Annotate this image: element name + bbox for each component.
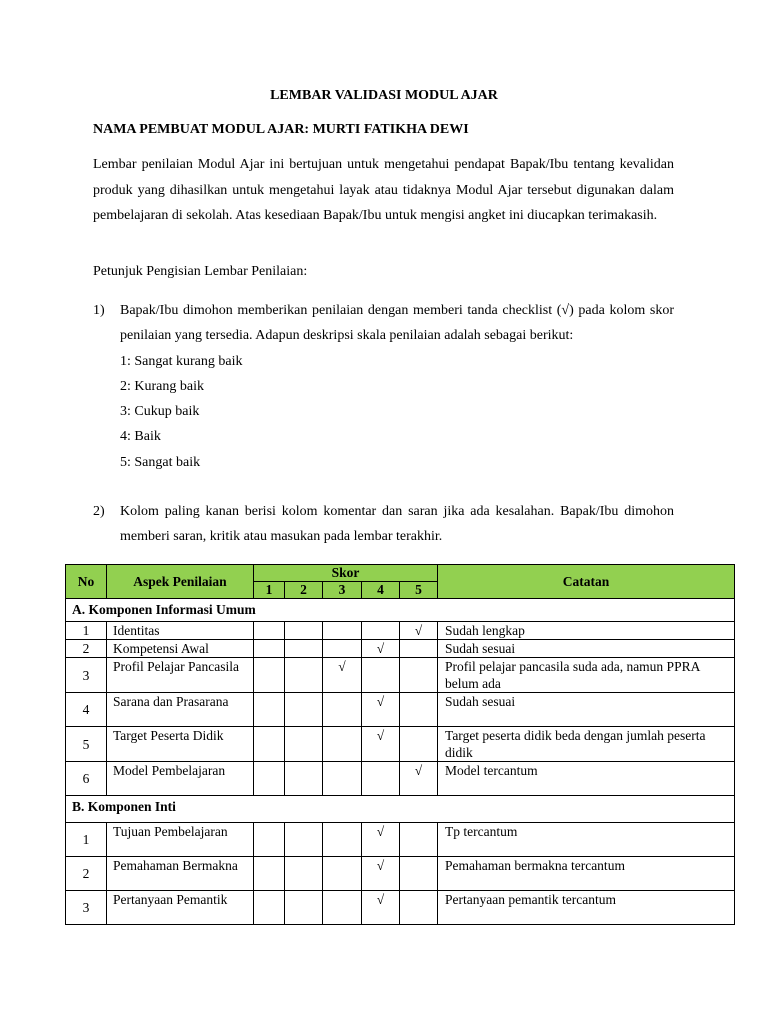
catatan-cell: Profil pelajar pancasila suda ada, namun PPRA belum ada xyxy=(438,658,735,693)
score-check-mark: √ xyxy=(362,727,400,762)
score-check-mark: √ xyxy=(362,640,400,658)
section-title: B. Komponen Inti xyxy=(66,796,735,823)
document-title: LEMBAR VALIDASI MODUL AJAR xyxy=(270,88,498,103)
score-cell xyxy=(285,693,323,727)
table-body xyxy=(66,599,735,925)
instruction-number: 2) xyxy=(93,504,105,519)
scale-item: 3: Cukup baik xyxy=(120,404,200,420)
instructions-heading: Petunjuk Pengisian Lembar Penilaian: xyxy=(93,264,308,279)
row-number: 5 xyxy=(66,727,107,762)
score-check-mark: √ xyxy=(362,693,400,727)
validation-table xyxy=(65,564,735,925)
header-catatan: Catatan xyxy=(438,565,735,599)
catatan-cell: Sudah sesuai xyxy=(438,640,735,658)
header-skor: Skor xyxy=(254,565,438,582)
score-cell xyxy=(254,658,285,693)
score-cell xyxy=(285,727,323,762)
score-cell xyxy=(323,640,362,658)
aspek-cell: Model Pembelajaran xyxy=(107,762,254,796)
score-cell xyxy=(254,857,285,891)
table-row xyxy=(66,891,735,925)
catatan-cell: Sudah lengkap xyxy=(438,622,735,640)
table-row xyxy=(66,622,735,640)
table-row xyxy=(66,640,735,658)
score-cell xyxy=(323,762,362,796)
score-check-mark: √ xyxy=(362,823,400,857)
table-row xyxy=(66,857,735,891)
row-number: 1 xyxy=(66,622,107,640)
header-aspek: Aspek Penilaian xyxy=(107,565,254,599)
score-cell xyxy=(400,727,438,762)
score-cell xyxy=(400,857,438,891)
score-check-mark: √ xyxy=(400,762,438,796)
row-number: 3 xyxy=(66,658,107,693)
score-check-mark: √ xyxy=(362,857,400,891)
score-cell xyxy=(323,727,362,762)
score-cell xyxy=(285,640,323,658)
header-score-4: 4 xyxy=(362,582,400,599)
score-cell xyxy=(323,693,362,727)
catatan-cell: Sudah sesuai xyxy=(438,693,735,727)
score-cell xyxy=(400,693,438,727)
score-cell xyxy=(323,891,362,925)
score-cell xyxy=(254,693,285,727)
score-cell xyxy=(285,891,323,925)
header-score-5: 5 xyxy=(400,582,438,599)
table-row xyxy=(66,658,735,693)
aspek-cell: Sarana dan Prasarana xyxy=(107,693,254,727)
score-cell xyxy=(285,622,323,640)
aspek-cell: Identitas xyxy=(107,622,254,640)
section-row xyxy=(66,796,735,823)
header-score-2: 2 xyxy=(285,582,323,599)
row-number: 3 xyxy=(66,891,107,925)
scale-item: 5: Sangat baik xyxy=(120,454,201,470)
score-cell xyxy=(285,857,323,891)
table-row xyxy=(66,727,735,762)
score-cell xyxy=(285,658,323,693)
row-number: 2 xyxy=(66,857,107,891)
row-number: 2 xyxy=(66,640,107,658)
scale-item: 2: Kurang baik xyxy=(120,378,204,394)
catatan-cell: Pemahaman bermakna tercantum xyxy=(438,857,735,891)
score-cell xyxy=(254,622,285,640)
score-cell xyxy=(323,857,362,891)
score-cell xyxy=(323,622,362,640)
aspek-cell: Kompetensi Awal xyxy=(107,640,254,658)
score-cell xyxy=(400,640,438,658)
header-score-3: 3 xyxy=(323,582,362,599)
instruction-text: Kolom paling kanan berisi kolom komentar dan saran jika ada kesalahan. Bapak/Ibu dimohon memberi saran, kritik atau masukan pada lembar terakhir. xyxy=(120,504,674,545)
score-cell xyxy=(285,762,323,796)
score-check-mark: √ xyxy=(362,891,400,925)
catatan-cell: Model tercantum xyxy=(438,762,735,796)
table-row xyxy=(66,823,735,857)
score-cell xyxy=(254,640,285,658)
catatan-cell: Target peserta didik beda dengan jumlah peserta didik xyxy=(438,727,735,762)
catatan-cell: Pertanyaan pemantik tercantum xyxy=(438,891,735,925)
instruction-item-1 xyxy=(93,298,674,475)
score-cell xyxy=(362,658,400,693)
aspek-cell: Tujuan Pembelajaran xyxy=(107,823,254,857)
score-cell xyxy=(254,891,285,925)
row-number: 4 xyxy=(66,693,107,727)
scale-item: 4: Baik xyxy=(120,429,161,445)
aspek-cell: Target Peserta Didik xyxy=(107,727,254,762)
section-row xyxy=(66,599,735,622)
score-cell xyxy=(400,823,438,857)
aspek-cell: Pertanyaan Pemantik xyxy=(107,891,254,925)
scale-item: 1: Sangat kurang baik xyxy=(120,353,243,369)
score-cell xyxy=(362,762,400,796)
section-title: A. Komponen Informasi Umum xyxy=(66,599,735,622)
catatan-cell: Tp tercantum xyxy=(438,823,735,857)
score-check-mark: √ xyxy=(323,658,362,693)
instruction-number: 1) xyxy=(93,303,105,318)
score-cell xyxy=(323,823,362,857)
score-cell xyxy=(254,823,285,857)
header-score-1: 1 xyxy=(254,582,285,599)
table-row xyxy=(66,693,735,727)
instruction-item-2 xyxy=(93,499,674,550)
score-cell xyxy=(254,727,285,762)
intro-paragraph: Lembar penilaian Modul Ajar ini bertujuan untuk mengetahui pendapat Bapak/Ibu tentang kevalidan produk yang dihasilkan untuk mengetahui layak atau tidaknya Modul Ajar tersebut digunakan dalam pembelajaran di sekolah. Atas kesediaan Bapak/Ibu untuk mengisi angket ini diucapkan terimakasih. xyxy=(93,157,674,224)
score-cell xyxy=(285,823,323,857)
instruction-text: Bapak/Ibu dimohon memberikan penilaian dengan memberi tanda checklist (√) pada kolom skor penilaian yang tersedia. Adapun deskripsi skala penilaian adalah sebagai berikut: xyxy=(120,303,674,344)
table-row xyxy=(66,762,735,796)
header-no: No xyxy=(66,565,107,599)
score-cell xyxy=(400,891,438,925)
row-number: 6 xyxy=(66,762,107,796)
author-line: NAMA PEMBUAT MODUL AJAR: MURTI FATIKHA DEWI xyxy=(93,122,469,137)
score-cell xyxy=(400,658,438,693)
score-cell xyxy=(254,762,285,796)
row-number: 1 xyxy=(66,823,107,857)
score-cell xyxy=(362,622,400,640)
aspek-cell: Profil Pelajar Pancasila xyxy=(107,658,254,693)
score-check-mark: √ xyxy=(400,622,438,640)
aspek-cell: Pemahaman Bermakna xyxy=(107,857,254,891)
